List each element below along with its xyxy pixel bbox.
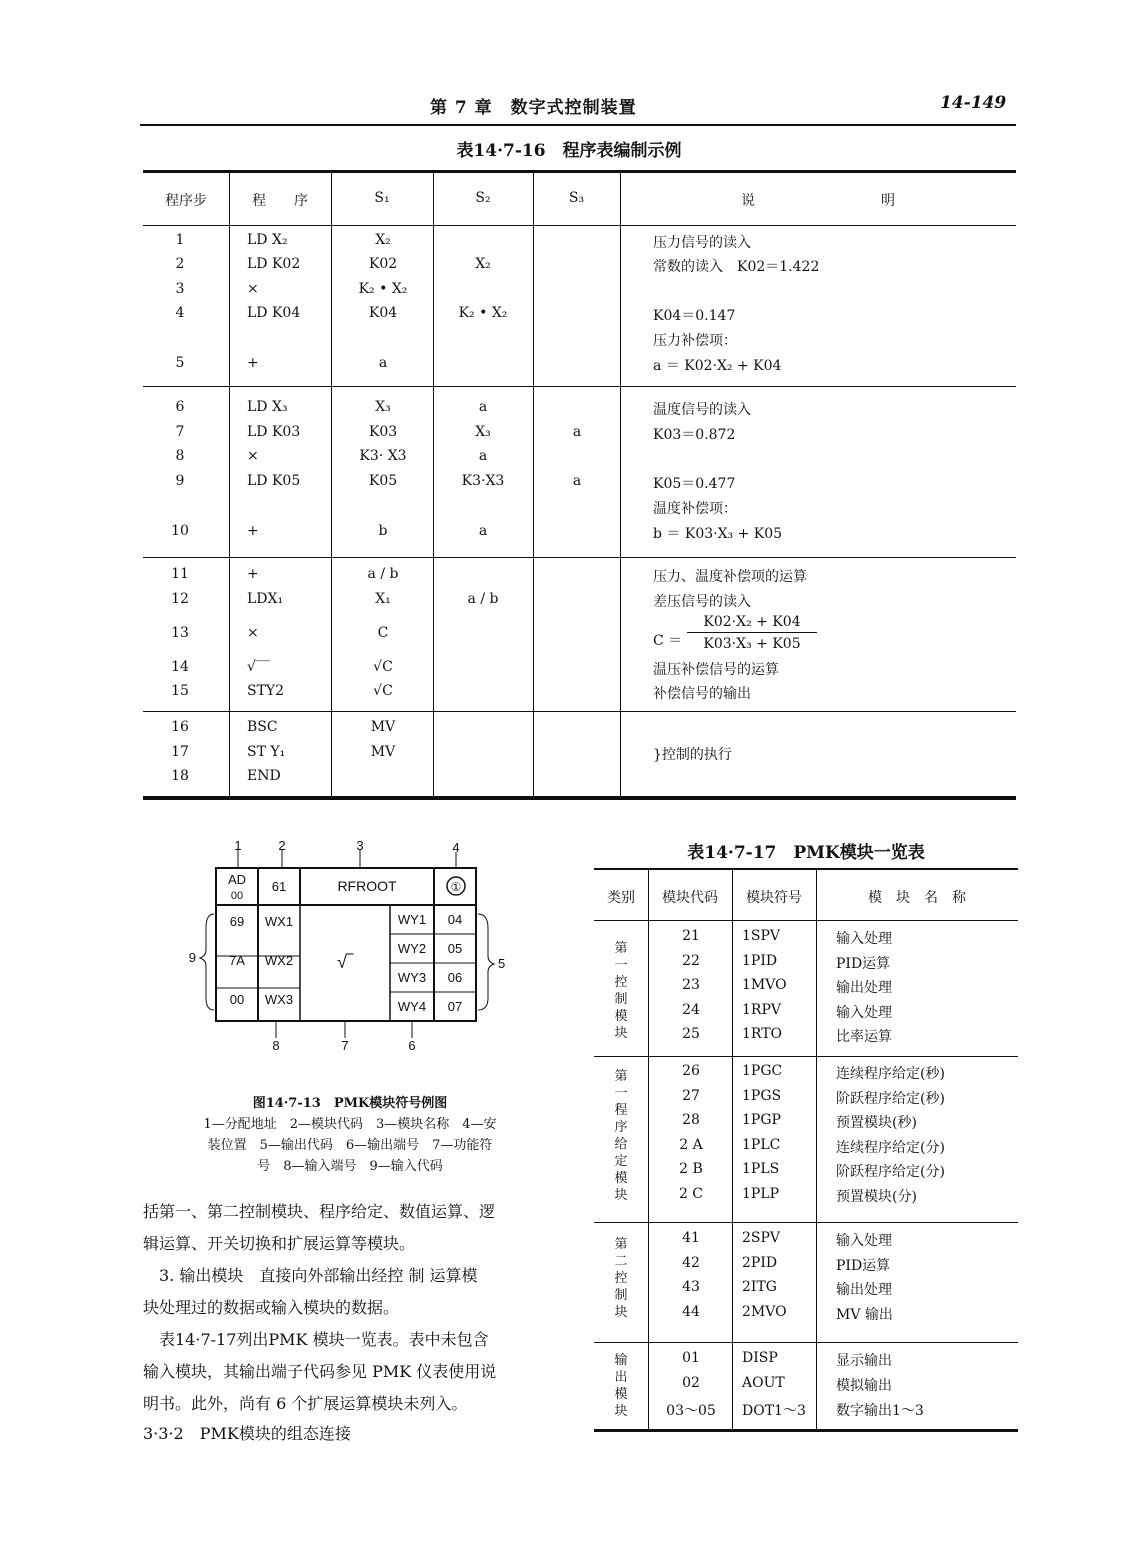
table17-row [594,1230,1018,1254]
table16-cell-desc: 温度信号的读入 [653,402,751,418]
table16-cell-s1: K04 [368,305,398,321]
table17-cell-code: 24 [682,1001,700,1018]
table16-cell-desc: 常数的读入 K02＝1.422 [653,259,820,275]
table16-cell-s1: C [377,625,389,641]
text-line: 明书。此外，尚有 6 个扩展运算模块未列入。 [143,1394,468,1413]
table16-cell-s1: X₂ [375,232,391,248]
category-char: 二 [614,1254,628,1269]
table17-cell-name: PID运算 [836,955,891,972]
table16-cell-desc: }控制的执行 [653,747,732,763]
figure-caption-line: 号 8—输入端号 9—输入代码 [257,1159,443,1174]
table17-cell-name: 数字输出1～3 [836,1403,924,1419]
table16-cell-prog: LD K02 [247,256,301,272]
table16-cell-s1: a / b [367,566,399,582]
table16-cell-s1: K05 [368,473,398,489]
table17-cell-name: 预置模块(分) [836,1189,917,1205]
table17-cell-name: 输入处理 [836,1004,892,1021]
table16-cell-s1: X₃ [375,399,391,415]
figure-caption-line: 1—分配地址 2—模块代码 3—模块名称 4—安 [203,1117,497,1132]
table17-cell-name: 输出处理 [836,980,892,997]
callout-3: 3 [356,838,364,853]
category-char: 控 [614,975,628,990]
table17-cell-name: PID运算 [836,1257,891,1274]
table16-group-rule [143,386,1016,387]
table17-cell-symbol: 2ITG [742,1279,777,1296]
callout-8: 8 [272,1038,280,1053]
table17-row [594,1400,1018,1424]
category-char: 序 [614,1120,628,1135]
body-paragraph-1 [143,1196,563,1448]
table16-cell-prog: × [247,281,259,297]
table16-row [143,448,1016,472]
callout-5: 5 [498,956,506,971]
table17-cell-symbol: 1RPV [742,1001,781,1018]
table17-cell-name: 连续程序给定(分) [836,1139,945,1156]
table17-cell-code: 28 [682,1112,700,1129]
category-char: 块 [614,1026,628,1041]
output-terminal-1: WY1 [397,912,427,927]
table16-cell-s1: √C [373,659,393,675]
input-terminal-2: WX2 [264,953,294,968]
page-number: 14-149 [940,93,1007,113]
table17-title: 表14·7-17 PMK模块一览表 [687,843,925,863]
table16-cell-step: 6 [175,399,185,415]
table16-top-rule [143,170,1016,173]
table16-row [143,566,1016,590]
text-line: 块处理过的数据或输入模块的数据。 [143,1298,400,1317]
text-line: 括第一、第二控制模块、程序给定、数值运算、逻 [143,1202,496,1221]
table16-cell-step: 10 [171,523,189,539]
table16-cell-desc: a ＝ K02·X₂ + K04 [653,358,782,374]
header-rule [140,124,1016,126]
table16-cell-step: 15 [171,683,189,699]
formula-denominator: K03·X₃ + K05 [703,636,801,652]
table17-cell-symbol: 2SPV [742,1230,781,1246]
table17-cell-name: 阶跃程序给定(分) [836,1164,945,1181]
table17-row [594,1186,1018,1210]
table16-cell-prog: LD X₃ [247,399,288,415]
table17-row [594,1063,1018,1087]
table17-row [594,1279,1018,1303]
table16-cell-desc: K03＝0.872 [653,427,736,443]
category-char: 给 [614,1137,628,1152]
table17-cell-code: 41 [682,1230,700,1246]
figure-caption-title: 图14·7-13 PMK模块符号例图 [252,1096,448,1111]
table17-row [594,928,1018,952]
table16-cell-step: 12 [171,591,189,607]
table17-cell-symbol: 1PID [742,952,778,969]
table16-cell-prog: LD K05 [247,473,301,489]
table17-row [594,1375,1018,1399]
table16-cell-desc: 差压信号的读入 [653,594,751,610]
table16-cell-s1: MV [370,744,396,760]
table17-cell-name: 连续程序给定(秒) [836,1066,945,1082]
table16-cell-prog: STY2 [247,683,285,699]
category-char: 制 [614,992,628,1007]
module-code: 61 [271,879,287,894]
table16-cell-s3: a [572,473,582,489]
table16-cell-step: 18 [171,768,189,784]
category-char: 块 [614,1305,628,1320]
input-code-1: 69 [229,914,245,929]
table17-group-rule [594,1342,1018,1343]
table17-row [594,1255,1018,1279]
text-line: 3. 输出模块 直接向外部输出经控 制 运算模 [143,1266,478,1285]
table17-cell-name: 输入处理 [836,931,892,947]
table16-cell-step: 4 [175,305,185,321]
formula-lhs: C ＝ [653,633,683,649]
table17-cell-name: 阶跃程序给定(秒) [836,1090,945,1107]
table16-row [143,625,1016,649]
table16-row [143,498,1016,522]
table17-cell-code: 2 B [679,1161,703,1178]
table16-header-s3: S₃ [568,190,585,206]
table17-cell-code: 01 [682,1350,700,1366]
table16-cell-desc: K05＝0.477 [653,476,736,492]
table17-top-rule [594,868,1018,870]
table16-cell-prog: BSC [247,719,278,735]
pmk-module-symbol-figure [150,838,530,1068]
category-char: 块 [614,1188,628,1203]
table16-cell-step: 8 [175,448,185,464]
table16-cell-s1: K3· X3 [359,448,407,464]
address-value: 00 [230,890,244,902]
table16-cell-desc: K04＝0.147 [653,308,736,324]
address-label: AD [227,872,247,887]
output-code-2: 05 [447,941,463,956]
table17-category [594,940,648,1042]
table16-cell-prog: LD K03 [247,424,301,440]
callout-4: 4 [452,840,460,855]
callout-9: 9 [188,950,196,965]
table16-cell-prog: + [247,355,259,371]
table16-cell-s2: X₃ [475,424,491,440]
table16-cell-desc: 补偿信号的输出 [653,686,751,702]
table16-cell-step: 7 [175,424,185,440]
table17-cell-code: 22 [682,952,700,969]
input-code-3: 00 [229,992,245,1007]
table17-header-name: 模 块 名 称 [868,890,966,906]
table16-cell-step: 14 [171,659,189,675]
table16-row [143,523,1016,547]
table17-cell-symbol: 1PGS [742,1087,782,1104]
table17-cell-symbol: DISP [742,1350,778,1366]
table17-row [594,1137,1018,1161]
table17-cell-symbol: 1PLP [742,1186,780,1202]
table16-row [143,591,1016,615]
table16-cell-step: 16 [171,719,189,735]
category-char: 第 [614,1237,628,1252]
table17 [594,868,1018,1434]
table17-cell-name: 预置模块(秒) [836,1115,917,1132]
category-char: 第 [614,941,628,956]
table17-cell-name: 显示输出 [836,1353,892,1369]
table16-header-s1: S₁ [374,190,390,206]
table16-cell-s1: K03 [368,424,398,440]
table16-cell-prog: LDX₁ [247,591,284,607]
table16-cell-s1: √C [373,683,393,699]
table17-cell-symbol: 1MVO [742,977,787,994]
output-code-4: 07 [447,999,463,1014]
table17-cell-name: 输出处理 [836,1282,892,1299]
category-char: 一 [614,958,628,973]
table17-group-rule [594,1222,1018,1223]
table16-cell-s1: K02 [368,256,398,272]
callout-2: 2 [278,838,286,853]
text-line: 表14·7-17列出PMK 模块一览表。表中未包含 [143,1330,489,1349]
table17-cell-code: 2 C [678,1186,704,1202]
table16-cell-s2: K₂ • X₂ [458,305,508,321]
table16-group-rule [143,557,1016,558]
table16-row [143,399,1016,423]
table16-cell-s1: a [378,355,388,371]
table17-cell-name: 模拟输出 [836,1378,892,1394]
category-char: 模 [614,1171,628,1186]
table17-cell-code: 43 [682,1279,700,1296]
table16-cell-step: 11 [171,566,189,582]
table17-cell-code: 42 [682,1254,700,1271]
category-char: 程 [614,1103,628,1118]
text-line: 辑运算、开关切换和扩展运算等模块。 [143,1234,416,1253]
table16-row [143,683,1016,707]
table16-cell-s1: X₁ [375,591,391,607]
table17-header-code: 模块代码 [662,890,718,906]
table16-header-rule [143,225,1016,226]
table17-row [594,1088,1018,1112]
table16-row [143,659,1016,683]
table16-cell-step: 2 [175,256,185,272]
table17-category [594,1068,648,1204]
table16-cell-s3: a [572,424,582,440]
table16-row [143,355,1016,379]
table17-cell-code: 44 [682,1303,700,1320]
table17-category [594,1352,648,1420]
category-char: 定 [614,1154,628,1169]
input-terminal-1: WX1 [264,914,294,929]
table16-cell-s2: a [478,448,488,464]
table17-group-rule [594,1056,1018,1057]
table16-row [143,744,1016,768]
section-heading: 3·3·2 PMK模块的组态连接 [143,1424,351,1443]
output-terminal-2: WY2 [397,941,427,956]
table17-cell-code: 03～05 [666,1403,716,1419]
table16-cell-prog: + [247,566,259,582]
table17-header-symbol: 模块符号 [746,890,802,906]
table16-cell-s2: a [478,399,488,415]
table17-cell-symbol: 1PGP [742,1112,781,1129]
table16-row [143,330,1016,354]
callout-1: 1 [234,838,242,853]
table16-cell-desc: 温度补偿项： [653,501,737,517]
category-char: 输 [614,1353,628,1368]
table17-row [594,1350,1018,1374]
table16-cell-step: 13 [171,625,189,641]
table16-cell-prog: × [247,625,259,641]
table17-cell-code: 02 [682,1375,700,1391]
table17-cell-symbol: DOT1～3 [742,1403,806,1419]
input-code-2: 7A [229,953,245,968]
table17-cell-name: MV 输出 [836,1306,893,1323]
table16-cell-step: 1 [175,232,185,248]
install-position: ① [450,880,462,894]
table17-header-rule [594,920,1018,921]
table16-title: 表14·7-16 程序表编制示例 [456,141,682,161]
table17-cell-symbol: 1PLS [742,1161,780,1178]
table17-cell-name: 输入处理 [836,1233,892,1249]
table17-cell-code: 26 [682,1063,700,1079]
table16-cell-s1: b [378,523,388,539]
formula-numerator: K02·X₂ + K04 [687,614,817,633]
table17-cell-code: 23 [682,977,700,994]
module-name: RFROOT [337,878,397,894]
table16-cell-prog: × [247,448,259,464]
table16-row [143,719,1016,743]
figure-caption [150,1093,550,1177]
category-char: 控 [614,1271,628,1286]
table16-cell-prog: + [247,523,259,539]
table17-cell-symbol: 1PLC [742,1136,781,1153]
table16-header-program: 程 序 [252,193,308,209]
table16-cell-desc: 温压补偿信号的运算 [653,662,779,678]
table16-cell-prog: ST Y₁ [247,744,286,760]
table16-cell-prog: END [247,768,281,784]
table16-cell-desc: 压力、温度补偿项的运算 [653,569,807,585]
table17-header-category: 类别 [607,890,635,906]
table16-row [143,768,1016,792]
table17-cell-symbol: 1RTO [742,1026,783,1043]
table17-row [594,1112,1018,1136]
table16-cell-s2: a / b [467,591,499,607]
table17-cell-name: 比率运算 [836,1029,892,1046]
table17-row [594,1026,1018,1050]
table16 [143,170,1016,800]
table17-cell-code: 25 [682,1026,700,1043]
table17-row [594,977,1018,1001]
table16-cell-s2: K3·X3 [461,473,505,489]
chapter-title: 第 7 章 数字式控制装置 [430,98,637,118]
table16-row [143,256,1016,280]
table16-cell-s2: a [478,523,488,539]
table17-row [594,1161,1018,1185]
output-terminal-4: WY4 [397,999,427,1014]
table16-group-rule [143,711,1016,712]
table16-cell-step: 17 [171,744,189,760]
table16-cell-desc: 压力信号的读入 [653,235,751,251]
table17-cell-symbol: 1SPV [742,928,781,944]
table16-cell-prog: √‾‾ [247,659,270,675]
table16-bottom-rule [143,796,1016,800]
text-line: 输入模块，其输出端子代码参见 PMK 仪表使用说 [143,1362,497,1381]
table17-cell-symbol: 1PGC [742,1063,783,1079]
callout-7: 7 [341,1038,349,1053]
input-terminal-3: WX3 [264,992,294,1007]
table17-row [594,1304,1018,1328]
table16-row [143,281,1016,305]
callout-6: 6 [408,1038,416,1053]
table16-cell-step: 5 [175,355,185,371]
table16-cell-prog: LD K04 [247,305,301,321]
table16-cell-s2: X₂ [475,256,491,272]
table16-row [143,232,1016,256]
category-char: 第 [614,1069,628,1084]
table16-header-step: 程序步 [165,193,207,209]
table17-row [594,953,1018,977]
table16-header-desc: 说 明 [741,193,895,209]
output-terminal-3: WY3 [397,970,427,985]
table16-cell-step: 3 [175,281,185,297]
table17-cell-code: 2 A [679,1136,703,1153]
category-char: 模 [614,1009,628,1024]
category-char: 出 [614,1370,628,1385]
table16-cell-s1: K₂ • X₂ [358,281,408,297]
figure-caption-line: 装位置 5—输出代码 6—输出端号 7—功能符 [207,1138,493,1153]
table16-header-s2: S₂ [475,190,491,206]
table17-cell-code: 27 [682,1087,700,1104]
table17-bottom-rule [594,1429,1018,1432]
table16-row [143,424,1016,448]
table17-cell-symbol: 2MVO [742,1303,787,1320]
table17-category [594,1236,648,1321]
table17-cell-symbol: 2PID [742,1254,778,1271]
table16-cell-desc: b ＝ K03·X₃ + K05 [653,526,783,542]
table17-row [594,1002,1018,1026]
category-char: 一 [614,1086,628,1101]
output-code-3: 06 [447,970,463,985]
category-char: 块 [614,1404,628,1419]
table16-cell-step: 9 [175,473,185,489]
table17-cell-code: 21 [682,928,700,944]
table16-cell-s1: MV [370,719,396,735]
output-code-1: 04 [447,912,463,927]
table16-cell-desc: 压力补偿项： [653,333,737,349]
table16-cell-prog: LD X₂ [247,232,288,248]
table16-row [143,305,1016,329]
table17-cell-symbol: AOUT [742,1375,785,1391]
function-symbol: √‾ [337,952,353,972]
category-char: 模 [614,1387,628,1402]
table16-row [143,473,1016,497]
category-char: 制 [614,1288,628,1303]
